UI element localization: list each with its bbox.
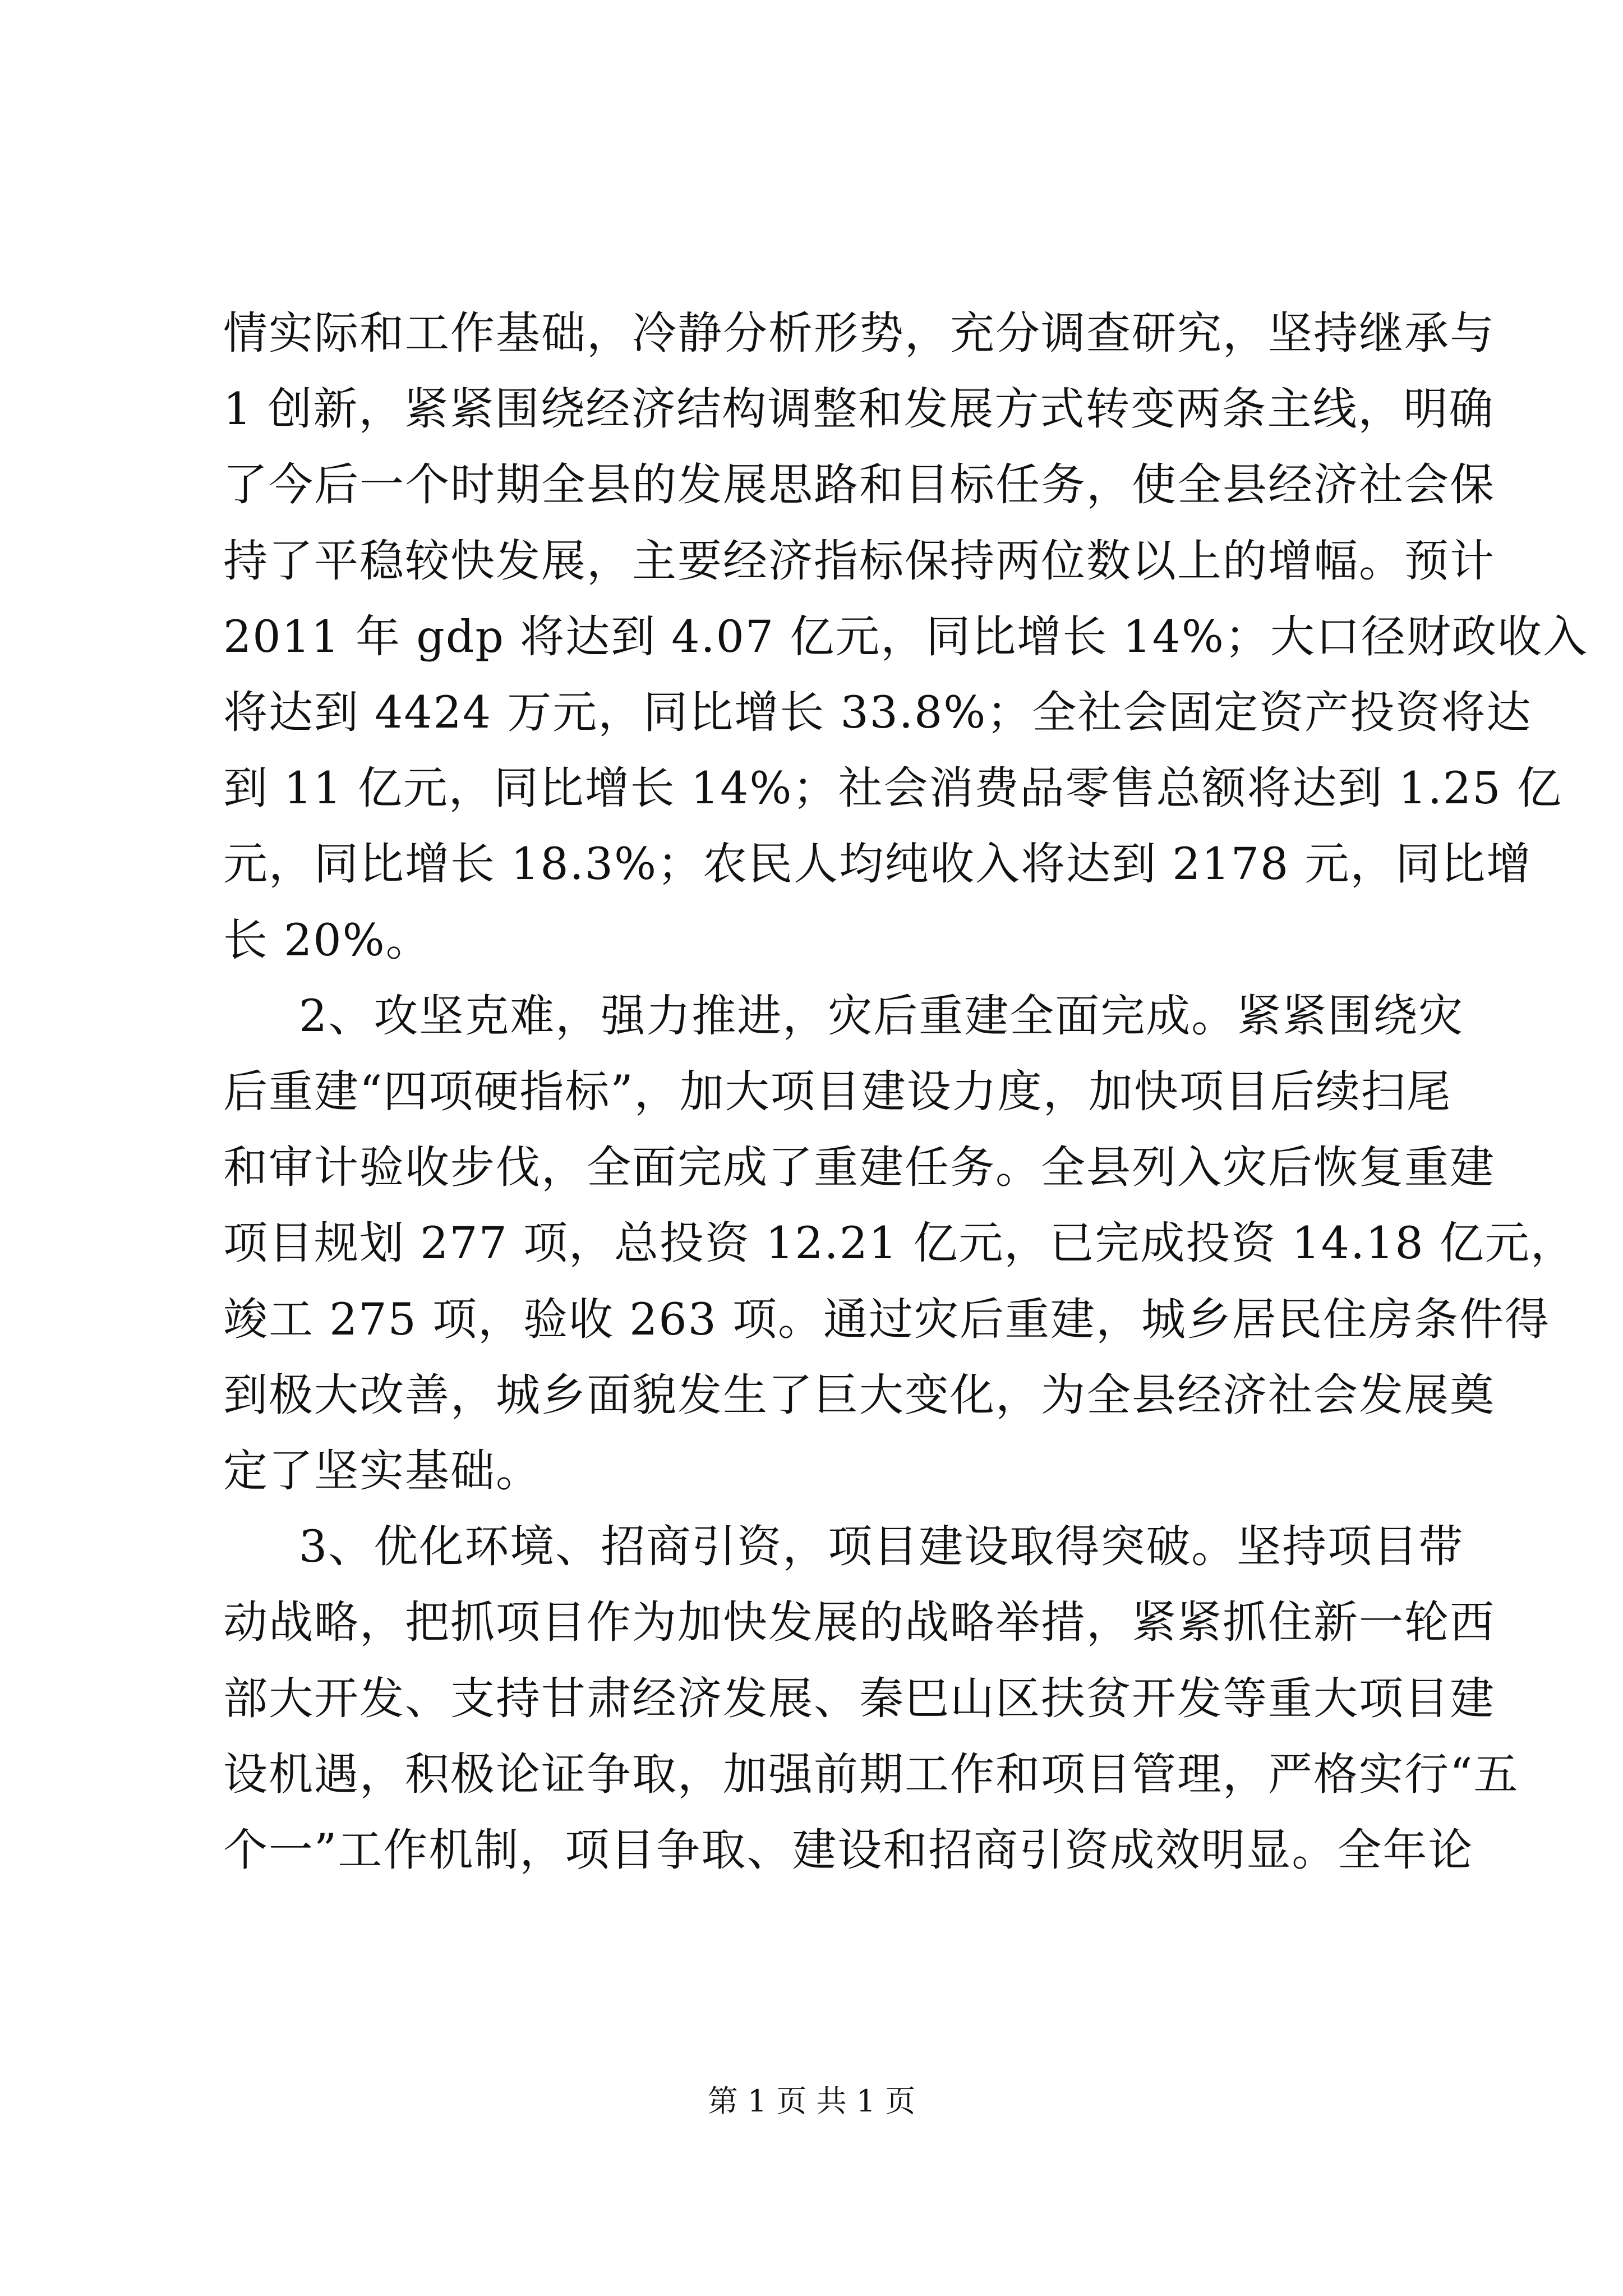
- page-footer: 第 1 页 共 1 页: [707, 2083, 916, 2119]
- text-line: 部大开发、支持甘肃经济发展、秦巴山区扶贫开发等重大项目建: [223, 1673, 1495, 1724]
- text-line: 到极大改善，城乡面貌发生了巨大变化，为全县经济社会发展奠: [223, 1369, 1495, 1421]
- text-line: 1 创新，紧紧围绕经济结构调整和发展方式转变两条主线，明确: [223, 383, 1495, 435]
- text-line: 长 20%。: [223, 914, 431, 966]
- text-line: 和审计验收步伐，全面完成了重建任务。全县列入灾后恢复重建: [223, 1142, 1495, 1193]
- text-line: 项目规划 277 项，总投资 12.21 亿元，已完成投资 14.18 亿元，: [223, 1217, 1576, 1269]
- text-line: 动战略，把抓项目作为加快发展的战略举措，紧紧抓住新一轮西: [223, 1596, 1495, 1648]
- text-line: 个一”工作机制，项目争取、建设和招商引资成效明显。全年论: [223, 1824, 1474, 1876]
- paragraph-start-line: 2、攻坚克难，强力推进，灾后重建全面完成。紧紧围绕灾: [299, 990, 1464, 1042]
- text-line: 到 11 亿元，同比增长 14%；社会消费品零售总额将达到 1.25 亿: [223, 762, 1562, 814]
- text-line: 元，同比增长 18.3%；农民人均纯收入将达到 2178 元，同比增: [223, 838, 1532, 890]
- text-line: 定了坚实基础。: [223, 1445, 541, 1497]
- text-line: 2011 年 gdp 将达到 4.07 亿元，同比增长 14%；大口径财政收入: [223, 611, 1588, 662]
- text-line: 了今后一个时期全县的发展思路和目标任务，使全县经济社会保: [223, 459, 1495, 510]
- text-line: 将达到 4424 万元，同比增长 33.8%；全社会固定资产投资将达: [223, 687, 1532, 738]
- paragraph-start-line: 3、优化环境、招商引资，项目建设取得突破。坚持项目带: [299, 1521, 1464, 1572]
- text-line: 后重建“四项硬指标”，加大项目建设力度，加快项目后续扫尾: [223, 1066, 1452, 1117]
- text-line: 持了平稳较快发展，主要经济指标保持两位数以上的增幅。预计: [223, 535, 1495, 587]
- text-line: 竣工 275 项，验收 263 项。通过灾后重建，城乡居民住房条件得: [223, 1294, 1551, 1345]
- text-line: 设机遇，积极论证争取，加强前期工作和项目管理，严格实行“五: [223, 1749, 1519, 1800]
- text-line: 情实际和工作基础，冷静分析形势，充分调查研究，坚持继承与: [223, 307, 1495, 359]
